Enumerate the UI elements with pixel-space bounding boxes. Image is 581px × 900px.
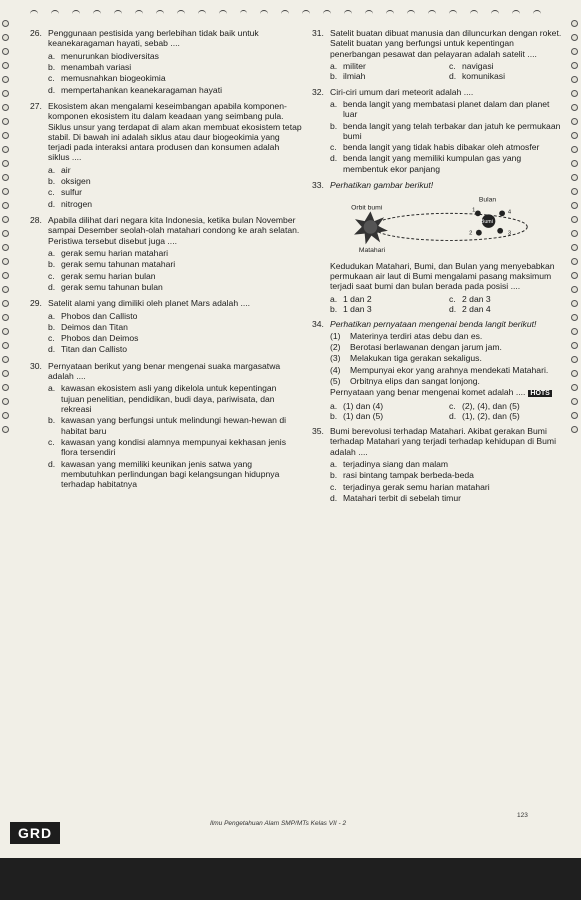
question-number: 34. [312, 319, 324, 330]
svg-text:1: 1 [472, 207, 476, 214]
option-d[interactable]: d. Titan dan Callisto [48, 344, 128, 355]
binding-holes-left [1, 20, 11, 440]
statement-list [330, 331, 562, 387]
option-d[interactable]: d. nitrogen [48, 198, 93, 209]
hots-badge: HOTS [530, 390, 550, 398]
option-b[interactable]: b. 1 dan 3 [330, 303, 372, 314]
question-number: 31. [312, 28, 324, 38]
earth-moon-sun-diagram [330, 194, 560, 254]
option-a[interactable]: a. (1) dan (4) [330, 400, 384, 411]
option-d[interactable]: d. (1), (2), dan (5) [449, 410, 520, 421]
option-c[interactable]: c. sulfur [48, 187, 83, 198]
left-column [30, 28, 302, 496]
option-c[interactable]: c. gerak semu harian bulan [48, 270, 156, 281]
option-b[interactable]: b. ilmiah [330, 71, 366, 82]
question-stem: Apabila dilihat dari negara kita Indonesia, ketika bulan November sampai Desember seolah-olah matahari condong ke arah selatan. Peristiwa tersebut disebut juga .... [48, 215, 300, 246]
sun-icon [354, 212, 388, 245]
question-31 [312, 28, 562, 82]
option-a[interactable]: a. kawasan ekosistem asli yang dikelola untuk kepentingan tujuan penelitian, pendidikan, budi daya, pariwisata, dan rekreasi [48, 383, 277, 414]
binding-holes-right [570, 20, 580, 440]
option-c[interactable]: c. (2), (4), dan (5) [449, 400, 520, 411]
question-stem: Pernyataan berikut yang benar mengenai suaka margasatwa adalah .... [48, 360, 281, 382]
question-26 [30, 28, 302, 96]
statement-item: (5) Orbitnya elips dan sangat lonjong. [330, 375, 480, 386]
moon-pos-4-icon [499, 211, 505, 217]
question-number: 27. [30, 100, 42, 111]
right-column [312, 28, 562, 509]
option-c[interactable]: c. 2 dan 3 [449, 293, 491, 304]
earth-orbit-label: Orbit bumi [351, 204, 383, 212]
question-29 [30, 298, 302, 356]
statement-item: (4) Mempunyai ekor yang arahnya mendekati Matahari. [330, 364, 549, 375]
statement-item: (2) Berotasi berlawanan dengan jarum jam. [330, 341, 502, 352]
option-c[interactable]: c. navigasi [449, 60, 494, 71]
moon-pos-3-icon [497, 228, 503, 234]
question-32 [312, 87, 562, 176]
question-34 [312, 319, 562, 421]
question-number: 26. [30, 28, 42, 38]
question-stem: Satelit alami yang dimiliki oleh planet Mars adalah .... [48, 298, 251, 309]
moon-pos-1-icon [475, 211, 481, 217]
question-number: 28. [30, 215, 42, 225]
earth-label: Bumi [480, 219, 493, 226]
question-number: 32. [312, 86, 324, 97]
option-d[interactable]: d. Matahari terbit di sebelah timur [330, 493, 461, 504]
question-number: 30. [30, 360, 42, 371]
page-footer: Ilmu Pengetahuan Alam SMP/MTs Kelas VII - 2 [210, 820, 347, 827]
option-d[interactable]: d. benda langit yang memiliki kumpulan gas yang membentuk ekor panjang [330, 153, 522, 174]
question-number: 35. [312, 426, 324, 437]
option-a[interactable]: a. menurunkan biodiversitas [48, 50, 159, 61]
question-33 [312, 180, 562, 314]
question-stem: Bumi berevolusi terhadap Matahari. Akibat gerakan Bumi terhadap Matahari yang terjadi terhadap kehidupan di Bumi adalah .... [330, 426, 556, 457]
question-stem: Penggunaan pestisida yang berlebihan tidak baik untuk keanekaragaman hayati, sebab .... [48, 28, 259, 49]
spiral-binding [30, 10, 541, 18]
option-d[interactable]: d. komunikasi [449, 71, 505, 82]
question-stem: Perhatikan pernyataan mengenai benda langit berikut! [330, 319, 537, 330]
option-c[interactable]: c. kawasan yang kondisi alamnya mempunyai kekhasan jenis flora tersendiri [48, 436, 286, 458]
question-number: 33. [312, 180, 324, 191]
option-c[interactable]: c. Phobos dan Deimos [48, 333, 139, 344]
option-b[interactable]: b. gerak semu tahunan matahari [48, 259, 176, 270]
option-b[interactable]: b. rasi bintang tampak berbeda-beda [330, 470, 474, 481]
statement-item: (3) Melakukan tiga gerakan sekaligus. [330, 353, 482, 364]
question-stem: Perhatikan gambar berikut! [330, 180, 434, 191]
option-a[interactable]: a. 1 dan 2 [330, 293, 372, 304]
question-27 [30, 101, 302, 210]
question-number: 29. [30, 298, 42, 309]
sun-label: Matahari [358, 247, 386, 255]
option-d[interactable]: d. kawasan yang memiliki keunikan jenis satwa yang membutuhkan perlindungan bagi kelangsungan hidupnya terhadap habitatnya [48, 458, 280, 490]
option-a[interactable]: a. gerak semu harian matahari [48, 247, 168, 258]
option-a[interactable]: a. air [48, 164, 71, 175]
moon-label: Bulan [478, 197, 497, 205]
option-b[interactable]: b. Deimos dan Titan [48, 321, 128, 332]
svg-text:3: 3 [507, 231, 512, 238]
earth-orbit [372, 214, 527, 241]
option-a[interactable]: a. terjadinya siang dan malam [330, 459, 449, 470]
option-c[interactable]: c. terjadinya gerak semu harian matahari [330, 481, 490, 492]
option-a[interactable]: a. benda langit yang membatasi planet dalam dan planet luar [330, 98, 550, 120]
question-stem: Ciri-ciri umum dari meteorit adalah .... [330, 86, 474, 97]
svg-text:2: 2 [469, 231, 473, 238]
option-a[interactable]: a. Phobos dan Callisto [48, 310, 138, 321]
option-b[interactable]: b. (1) dan (5) [330, 410, 384, 421]
moon-pos-2-icon [476, 230, 482, 236]
svg-text:4: 4 [507, 209, 512, 216]
statement-item: (1) Materinya terdiri atas debu dan es. [330, 330, 483, 341]
option-d[interactable]: d. gerak semu tahunan bulan [48, 281, 163, 292]
question-stem: Satelit buatan dibuat manusia dan diluncurkan dengan roket. Satelit buatan yang berfungsi untuk kepentingan penerbangan pesawat dan pelayaran adalah satelit .... [330, 28, 562, 59]
question-stem-2: Pernyataan yang benar mengenai komet adalah .... HOTS [330, 387, 550, 398]
option-a[interactable]: a. militer [330, 60, 366, 71]
option-b[interactable]: b. benda langit yang telah terbakar dan jatuh ke permukaan bumi [330, 120, 561, 141]
option-d[interactable]: d. mempertahankan keanekaragaman hayati [48, 84, 222, 95]
question-30 [30, 361, 302, 491]
option-b[interactable]: b. oksigen [48, 176, 91, 187]
option-d[interactable]: d. 2 dan 4 [449, 303, 491, 314]
question-stem-2: Kedudukan Matahari, Bumi, dan Bulan yang menyebabkan permukaan air laut di Bumi mengalami pasang maksimum terjadi saat bumi dan bulan berada pada posisi .... [330, 260, 555, 292]
option-b[interactable]: b. menambah variasi [48, 61, 132, 72]
page-number: 123 [517, 812, 528, 819]
brand-logo: GRD [10, 822, 60, 844]
question-35 [312, 426, 562, 504]
option-c[interactable]: c. memusnahkan biogeokimia [48, 73, 166, 84]
question-28 [30, 215, 302, 293]
question-stem: Ekosistem akan mengalami keseimbangan apabila komponen-komponen ekosistem itu dalam keadaan yang seimbang pula. Siklus unsur yang terdapat di alam akan membuat ekosistem tetap stabil. Di bawah ini adalah siklus atau daur biogeokimia yang terjadi pada interaksi antara produsen dan konsumen adalah siklus .... [48, 100, 302, 163]
option-c[interactable]: c. benda langit yang tidak habis dibakar oleh atmosfer [330, 142, 540, 153]
option-b[interactable]: b. kawasan yang berfungsi untuk melindungi hewan-hewan di habitat baru [48, 415, 287, 436]
